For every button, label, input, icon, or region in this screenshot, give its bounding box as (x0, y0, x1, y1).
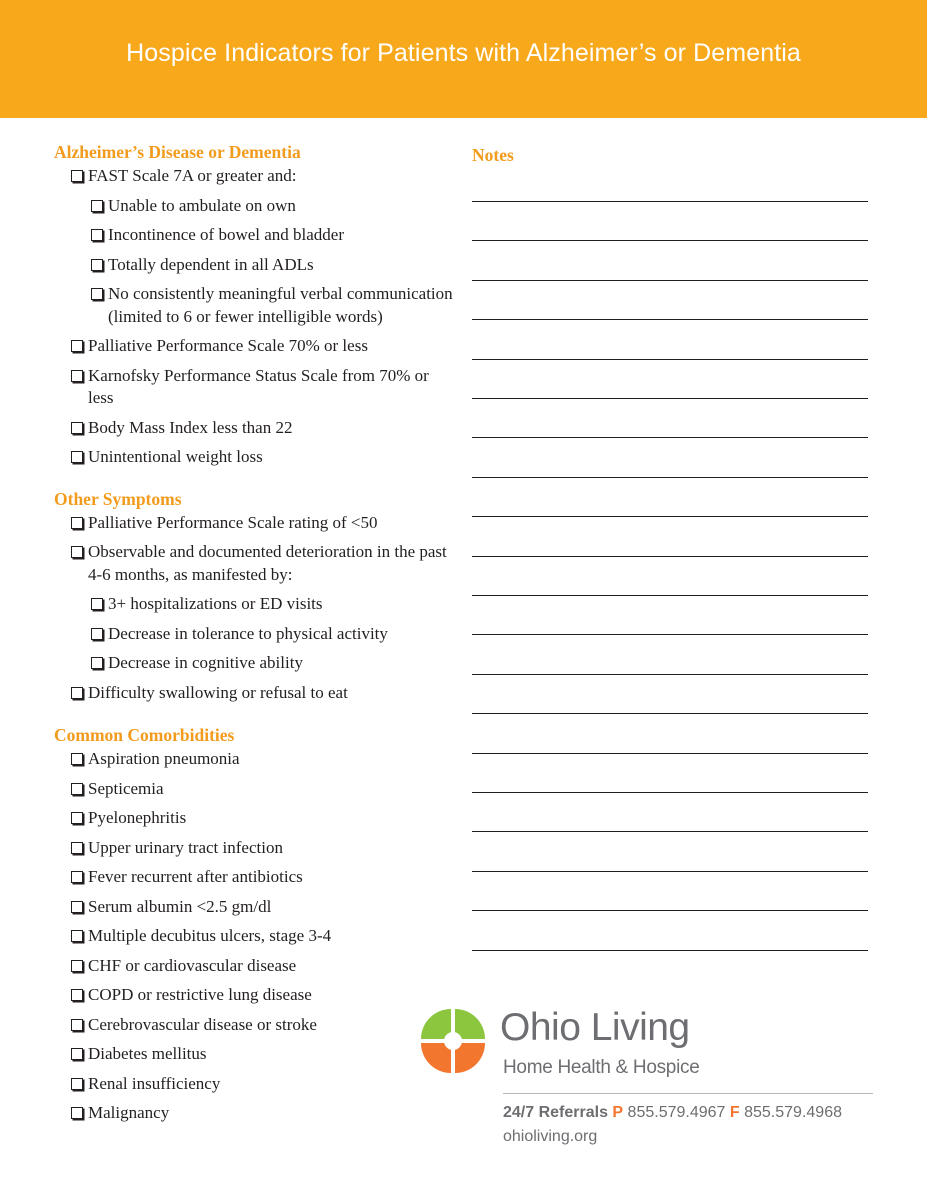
fax-letter: F (729, 1104, 740, 1121)
checkbox-icon[interactable] (71, 451, 83, 463)
checklist-item-label: Unable to ambulate on own (108, 195, 296, 215)
note-line[interactable] (472, 831, 868, 832)
checkbox-icon[interactable] (91, 259, 103, 271)
checklist-item-label: Body Mass Index less than 22 (88, 417, 293, 437)
note-line[interactable] (472, 674, 868, 675)
checklist-item-label: Upper urinary tract infection (88, 837, 283, 857)
checklist-item-label: Incontinence of bowel and bladder (108, 225, 345, 244)
checklist-item (54, 1043, 454, 1066)
checkbox-icon[interactable] (71, 546, 83, 558)
phone-letter: P (612, 1104, 624, 1121)
checklist-item (54, 254, 454, 277)
note-line[interactable] (472, 240, 868, 241)
note-line[interactable] (472, 556, 868, 557)
checklist-item (54, 778, 454, 801)
note-line[interactable] (472, 280, 868, 281)
checkbox-icon[interactable] (91, 229, 103, 241)
checkbox-icon[interactable] (71, 340, 83, 352)
checklist-item (54, 417, 454, 440)
checklist-item-label: Decrease in cognitive ability (108, 653, 303, 672)
checklist-item (54, 1014, 454, 1037)
checklist-item-label: Pyelonephritis (88, 808, 187, 827)
checklist-item (54, 541, 454, 586)
checkbox-icon[interactable] (71, 901, 83, 913)
checklist-item (54, 652, 454, 675)
page-title: Hospice Indicators for Patients with Alzheimer’s or Dementia (126, 38, 801, 67)
checklist-item (54, 896, 454, 919)
checklist-item (54, 1073, 454, 1096)
checklist-item-label: Karnofsky Performance Status Scale from 70% or less (88, 365, 429, 407)
checkbox-icon[interactable] (71, 989, 83, 1001)
checkbox-icon[interactable] (71, 370, 83, 382)
checklist-item (54, 365, 454, 410)
section-heading: Alzheimer’s Disease or Dementia (54, 142, 301, 162)
checklist-item (54, 335, 454, 358)
checklist-item-label: Aspiration pneumonia (88, 749, 240, 768)
checklist-item (54, 165, 454, 188)
checklist-item (54, 283, 454, 328)
checkbox-icon[interactable] (71, 930, 83, 942)
note-line[interactable] (472, 753, 868, 754)
footer-divider (503, 1093, 873, 1094)
checkbox-icon[interactable] (71, 960, 83, 972)
note-line[interactable] (472, 516, 868, 517)
checklist-item (54, 1102, 454, 1125)
checkbox-icon[interactable] (71, 170, 83, 182)
checklist-item (54, 837, 454, 860)
note-line[interactable] (472, 871, 868, 872)
brand-name: Ohio Living (500, 1006, 690, 1049)
checkbox-icon[interactable] (71, 1019, 83, 1031)
checklist-item (54, 925, 454, 948)
checkbox-icon[interactable] (71, 517, 83, 529)
checkbox-icon[interactable] (71, 687, 83, 699)
section-heading: Common Comorbidities (54, 725, 235, 745)
phone-number: 855.579.4967 (627, 1104, 726, 1121)
checklist-item-label: COPD or restrictive lung disease (88, 985, 312, 1004)
checklist-item (54, 623, 454, 646)
checklist-item-label: Palliative Performance Scale 70% or less (88, 336, 368, 355)
fax-number: 855.579.4968 (744, 1104, 842, 1121)
checkbox-icon[interactable] (71, 1107, 83, 1119)
checklist-item-label: Serum albumin <2.5 gm/dl (88, 896, 272, 916)
note-line[interactable] (472, 398, 868, 399)
checkbox-icon[interactable] (91, 288, 103, 300)
checklist-item-label: Diabetes mellitus (88, 1044, 207, 1063)
header-banner (0, 0, 927, 118)
note-line[interactable] (472, 319, 868, 320)
checklist-item-label: Decrease in tolerance to physical activity (108, 623, 388, 643)
notes-heading: Notes (472, 145, 514, 165)
ohio-living-quadrant-logo-icon (417, 1005, 489, 1077)
checklist-item-label: FAST Scale 7A or greater and: (88, 166, 297, 185)
checklist-item-label: Unintentional weight loss (88, 447, 263, 466)
checklist-item (54, 593, 454, 616)
checklist-item-label: Palliative Performance Scale rating of <50 (88, 512, 378, 532)
brand-subtitle: Home Health & Hospice (503, 1057, 700, 1078)
checklist-item (54, 748, 454, 771)
checkbox-icon[interactable] (71, 753, 83, 765)
checkbox-icon[interactable] (91, 200, 103, 212)
note-line[interactable] (472, 634, 868, 635)
checklist-item (54, 446, 454, 469)
checkbox-icon[interactable] (71, 422, 83, 434)
checklist-item-label: Renal insufficiency (88, 1073, 221, 1093)
checklist-item-label: Totally dependent in all ADLs (108, 254, 314, 274)
checklist-item-label: Cerebrovascular disease or stroke (88, 1014, 317, 1034)
note-line[interactable] (472, 201, 868, 202)
checklist-item-label: Multiple decubitus ulcers, stage 3-4 (88, 926, 332, 945)
checklist-item-label: No consistently meaningful verbal communication (limited to 6 or fewer intelligible words) (108, 284, 453, 326)
checklist-item (54, 955, 454, 978)
note-line[interactable] (472, 595, 868, 596)
checkbox-icon[interactable] (91, 598, 103, 610)
checkbox-icon[interactable] (71, 812, 83, 824)
checklist-item (54, 512, 454, 535)
checklist-item-label: CHF or cardiovascular disease (88, 955, 297, 975)
note-line[interactable] (472, 437, 868, 438)
checkbox-icon[interactable] (71, 783, 83, 795)
section-heading: Other Symptoms (54, 488, 182, 509)
note-line[interactable] (472, 359, 868, 360)
note-line[interactable] (472, 792, 868, 793)
referrals-line (503, 1104, 842, 1122)
note-line[interactable] (472, 477, 868, 478)
checkbox-icon[interactable] (91, 657, 103, 669)
checklist-item (54, 866, 454, 889)
checklist-item-label: Difficulty swallowing or refusal to eat (88, 682, 348, 702)
checklist-item-label: Fever recurrent after antibiotics (88, 867, 303, 886)
checkbox-icon[interactable] (71, 871, 83, 883)
note-line[interactable] (472, 713, 868, 714)
checkbox-icon[interactable] (71, 1048, 83, 1060)
checklist-item (54, 984, 454, 1007)
checkbox-icon[interactable] (71, 842, 83, 854)
checklist-item (54, 807, 454, 830)
checkbox-icon[interactable] (91, 628, 103, 640)
checklist-item (54, 195, 454, 218)
checkbox-icon[interactable] (71, 1078, 83, 1090)
website-link[interactable]: ohioliving.org (503, 1128, 598, 1145)
checklist-item-label: Septicemia (88, 778, 164, 798)
checklist-item-label: 3+ hospitalizations or ED visits (108, 594, 323, 613)
checklist (54, 141, 454, 1125)
checklist-item (54, 224, 454, 247)
checklist-item-label: Observable and documented deterioration in the past 4-6 months, as manifested by: (88, 542, 447, 584)
checklist-item (54, 682, 454, 705)
checklist-item-label: Malignancy (88, 1103, 170, 1122)
referrals-label: 24/7 Referrals (503, 1104, 608, 1121)
note-line[interactable] (472, 950, 868, 951)
note-line[interactable] (472, 910, 868, 911)
